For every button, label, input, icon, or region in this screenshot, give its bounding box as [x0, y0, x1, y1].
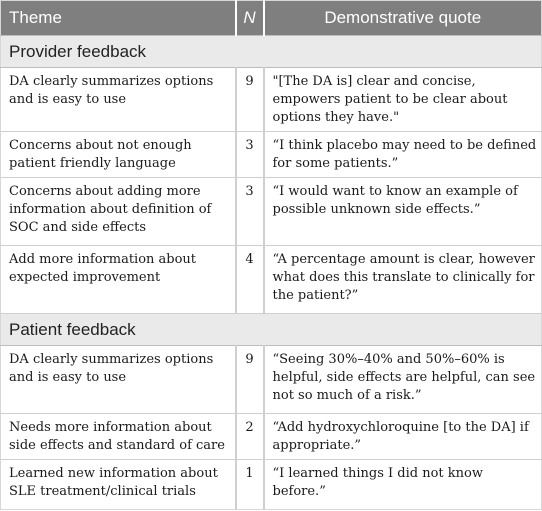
quote-cell: “Add hydroxychloroquine [to the DA] if appropriate.”: [264, 414, 542, 460]
table-row: [1, 132, 542, 178]
section-title: Patient feedback: [1, 314, 542, 346]
table-row: [1, 68, 542, 132]
n-cell: 1: [236, 460, 264, 510]
n-cell: 9: [236, 346, 264, 414]
section-title: Provider feedback: [1, 36, 542, 68]
theme-cell: Concerns about adding more information about definition of SOC and side effects: [1, 178, 236, 246]
section-row-patient: [1, 314, 542, 346]
quote-cell: "[The DA is] clear and concise, empowers patient to be clear about options they have.": [264, 68, 542, 132]
n-column-header: N: [236, 1, 264, 36]
n-cell: 3: [236, 132, 264, 178]
header-row: [1, 1, 542, 36]
theme-cell: DA clearly summarizes options and is easy to use: [1, 346, 236, 414]
theme-cell: Learned new information about SLE treatment/clinical trials: [9, 466, 218, 499]
theme-cell: Concerns about not enough patient friendly language: [1, 132, 236, 178]
quote-cell: “I learned things I did not know before.”: [272, 466, 483, 499]
table-row: [1, 460, 542, 510]
theme-cell: DA clearly summarizes options and is easy to use: [1, 68, 236, 132]
section-row-provider: [1, 36, 542, 68]
n-cell: 9: [236, 68, 264, 132]
n-cell: 4: [236, 246, 264, 314]
table-row: [1, 178, 542, 246]
theme-cell: Needs more information about side effects and standard of care: [1, 414, 236, 460]
quote-cell: “I would want to know an example of possible unknown side effects.”: [264, 178, 542, 246]
quote-cell: “I think placebo may need to be defined for some patients.”: [264, 132, 542, 178]
table-row: [1, 246, 542, 314]
quote-cell: “A percentage amount is clear, however what does this translate to clinically for the patient?”: [264, 246, 542, 314]
quote-column-header: Demonstrative quote: [264, 1, 542, 36]
theme-column-header: Theme: [1, 1, 236, 36]
n-cell: 3: [236, 178, 264, 246]
table-row: [1, 346, 542, 414]
theme-cell: Add more information about expected improvement: [1, 246, 236, 314]
table-row: [1, 414, 542, 460]
n-cell: 2: [236, 414, 264, 460]
quote-cell: “Seeing 30%–40% and 50%–60% is helpful, side effects are helpful, can see not so much of a risk.”: [264, 346, 542, 414]
